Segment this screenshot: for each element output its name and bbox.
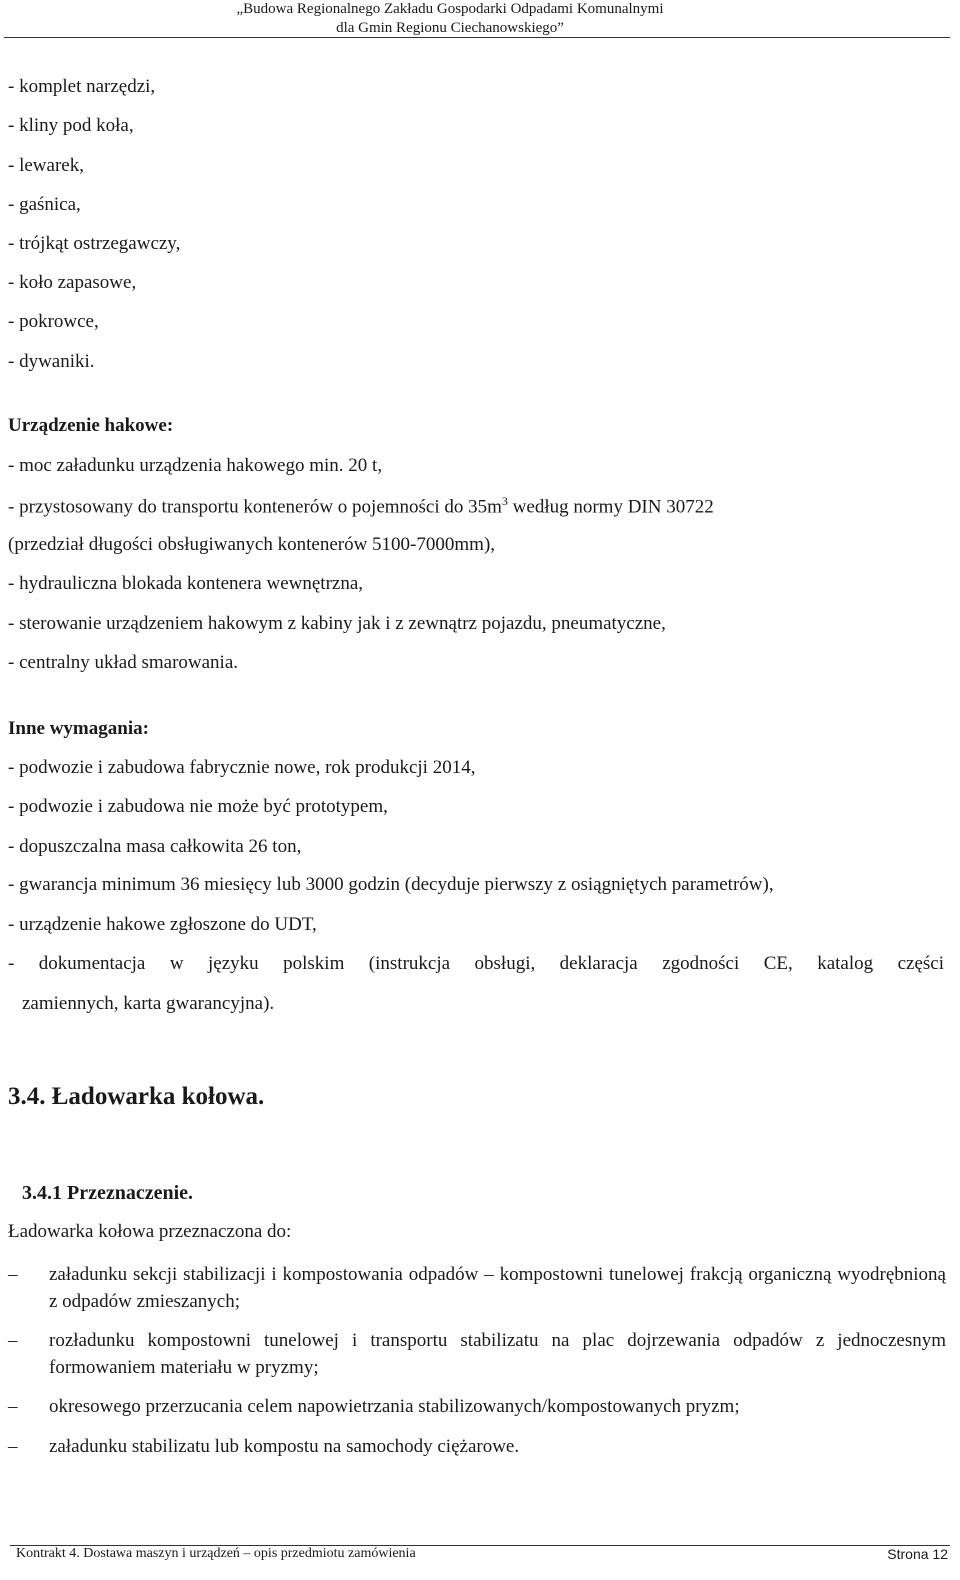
list-item: - gaśnica, [8, 194, 81, 215]
header-line-1: „Budowa Regionalnego Zakładu Gospodarki Odpadami Komunalnymi [236, 1, 664, 17]
dash-bullet: – [8, 1396, 18, 1417]
list-item: - koło zapasowe, [8, 272, 137, 293]
list-item-text: rozładunku kompostowni tunelowej i transportu stabilizatu na plac dojrzewania odpadów z jednoczesnym formowaniem materiału w pryzmy; [49, 1330, 946, 1378]
list-item: - podwozie i zabudowa fabrycznie nowe, rok produkcji 2014, [8, 757, 476, 778]
list-item: - sterowanie urządzeniem hakowym z kabiny jak i z zewnątrz pojazdu, pneumatyczne, [8, 613, 666, 634]
dash-bullet: – [8, 1264, 18, 1285]
list-item: - dopuszczalna masa całkowita 26 ton, [8, 836, 302, 857]
list-item: - hydrauliczna blokada kontenera wewnętrzna, [8, 573, 364, 594]
list-item-continuation: (przedział długości obsługiwanych kontenerów 5100-7000mm), [8, 534, 496, 555]
list-item [8, 1433, 946, 1460]
list-item-text: załadunku sekcji stabilizacji i kompostowania odpadów – kompostowni tunelowej frakcją organiczną wyodrębnioną z odpadów zmieszanych; [49, 1264, 946, 1312]
subsection-title: 3.4.1 Przeznaczenie. [22, 1182, 194, 1204]
list-item-text: załadunku stabilizatu lub kompostu na samochody ciężarowe. [49, 1436, 520, 1457]
list-item: - przystosowany do transportu kontenerów o pojemności do $35m^3$ według normy DIN 30722 [8, 494, 714, 518]
list-item: - lewarek, [8, 155, 84, 176]
page-number: Strona 12 [887, 1546, 948, 1562]
list-item [8, 1393, 946, 1420]
list-item [8, 1261, 946, 1315]
dash-bullet: – [8, 1330, 18, 1351]
section-heading: Inne wymagania: [8, 718, 149, 739]
section-title: 3.4. Ładowarka kołowa. [8, 1083, 265, 1110]
dash-bullet: – [8, 1436, 18, 1457]
list-item-continuation: zamiennych, karta gwarancyjna). [22, 993, 275, 1014]
list-item: - dywaniki. [8, 351, 95, 372]
header-title [150, 0, 750, 38]
list-item: - komplet narzędzi, [8, 76, 156, 97]
list-item: - dokumentacja w języku polskim (instrukcja obsługi, deklaracja zgodności CE, katalog części [8, 953, 944, 974]
list-item [8, 1327, 946, 1381]
list-item: - pokrowce, [8, 311, 99, 332]
list-item: - trójkąt ostrzegawczy, [8, 233, 181, 254]
intro-text: Ładowarka kołowa przeznaczona do: [8, 1221, 292, 1242]
list-item: - urządzenie hakowe zgłoszone do UDT, [8, 914, 317, 935]
header-line-2: dla Gmin Regionu Ciechanowskiego” [336, 20, 564, 36]
list-item-text: okresowego przerzucania celem napowietrzania stabilizowanych/kompostowanych pryzm; [49, 1396, 740, 1417]
footer-contract-text: Kontrakt 4. Dostawa maszyn i urządzeń – opis przedmiotu zamówienia [16, 1546, 416, 1561]
list-item: - moc załadunku urządzenia hakowego min. 20 t, [8, 455, 383, 476]
section-heading: Urządzenie hakowe: [8, 415, 174, 436]
header-divider [4, 37, 950, 38]
list-item: - gwarancja minimum 36 miesięcy lub 3000 godzin (decyduje pierwszy z osiągniętych parametrów), [8, 874, 774, 895]
list-item: - centralny układ smarowania. [8, 652, 239, 673]
list-item: - podwozie i zabudowa nie może być prototypem, [8, 796, 388, 817]
list-item: - kliny pod koła, [8, 115, 134, 136]
